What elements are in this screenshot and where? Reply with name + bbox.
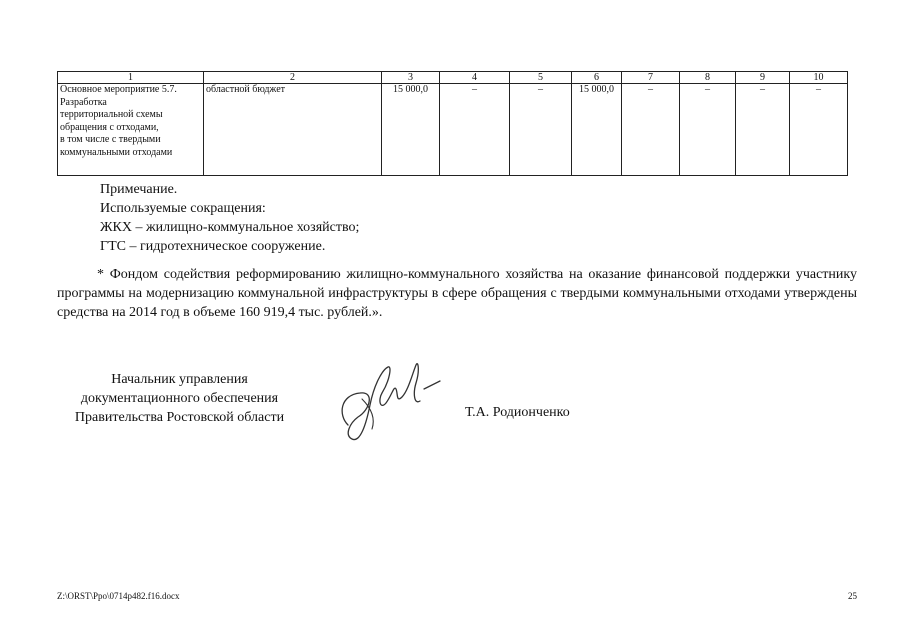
column-header: 7 [622,72,680,84]
value-cell: – [736,84,790,176]
activity-name-line: коммунальными отходами [60,146,173,158]
activity-name-line: территориальной схемы [60,109,163,120]
signatory-position-line: Правительства Ростовской области [74,410,285,425]
column-header: 8 [680,72,736,84]
value-cell: 15 000,0 [382,84,440,176]
signatory-name: Т.А. Родионченко [465,405,570,420]
abbreviation-item: ГТС – гидротехническое сооружение. [100,239,326,254]
value-cell: 15 000,0 [572,84,622,176]
value-cell: – [622,84,680,176]
signatory-position-line: Начальник управления [111,372,248,387]
page-number: 25 [848,591,857,601]
table-row [58,84,848,176]
column-header: 9 [736,72,790,84]
activity-name-line: обращения с отходами, [60,121,159,133]
activity-name-line: в том числе с твердыми [60,134,161,145]
value-cell: – [510,84,572,176]
budget-table [57,71,848,176]
signatory-position [57,370,302,427]
column-header: 5 [510,72,572,84]
notes-title: Примечание. [100,182,178,197]
activity-name-line: Основное мероприятие 5.7. [60,84,177,95]
abbreviation-item: ЖКХ – жилищно-коммунальное хозяйство; [100,220,360,235]
column-header: 4 [440,72,510,84]
footnote-paragraph: * Фондом содействия реформированию жилищно-коммунального хозяйства на оказание финансовой поддержки участнику программы на модернизацию коммунальной инфраструктуры в сфере обращения с твердыми коммунальными отходами утверждены средства на 2014 год в объеме 160 919,4 тыс. рублей.». [57,267,857,320]
value-cell: – [440,84,510,176]
column-header: 1 [58,72,204,84]
table-header-row [58,72,848,84]
activity-name-cell [58,84,204,176]
column-header: 2 [204,72,382,84]
value-cell: – [790,84,848,176]
column-header: 3 [382,72,440,84]
abbreviations-intro: Используемые сокращения: [100,201,266,216]
funding-source-cell: областной бюджет [204,84,382,176]
handwritten-signature [330,355,450,445]
signatory-position-line: документационного обеспечения [80,391,279,406]
value-cell: – [680,84,736,176]
activity-name-line: Разработка [60,96,107,108]
notes-section [100,180,359,256]
column-header: 10 [790,72,848,84]
footer-file-path: Z:\ORST\Ppo\0714p482.f16.docx [57,591,180,601]
column-header: 6 [572,72,622,84]
